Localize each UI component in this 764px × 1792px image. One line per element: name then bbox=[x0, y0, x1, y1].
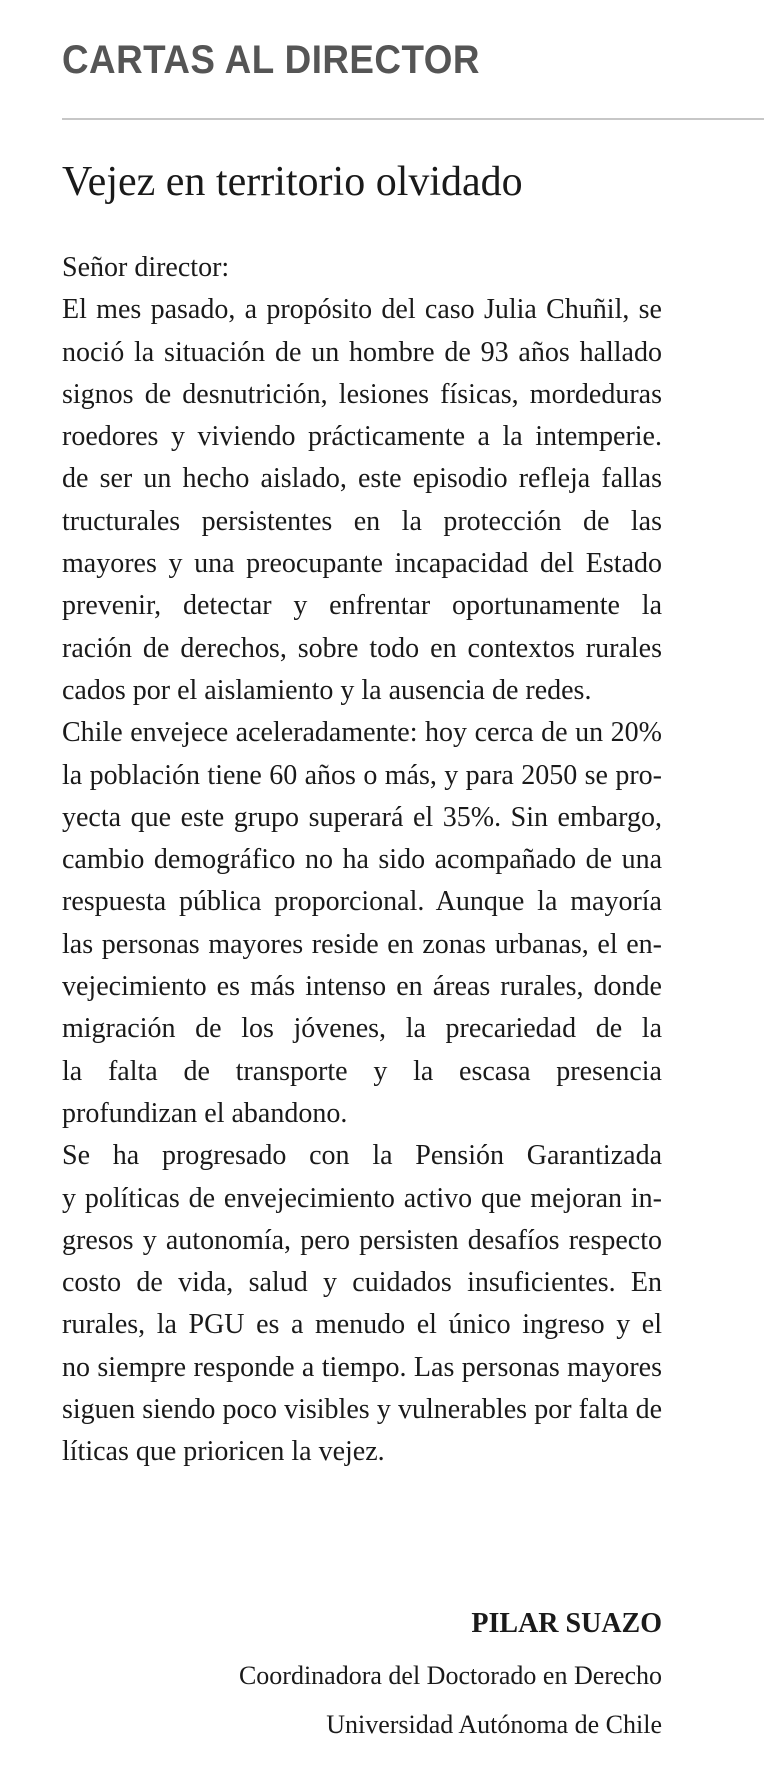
body-line: no siempre responde a tiempo. Las personas mayores bbox=[62, 1351, 662, 1383]
body-line: migración de los jóvenes, la precariedad de la bbox=[62, 1013, 662, 1045]
body-line: respuesta pública proporcional. Aunque la mayoría bbox=[62, 886, 662, 918]
section-header: CARTAS AL DIRECTOR bbox=[62, 38, 480, 82]
body-line: profundizan el abandono. bbox=[62, 1097, 348, 1129]
body-line: y políticas de envejecimiento activo que mejoran in- bbox=[62, 1182, 662, 1214]
body-line: de ser un hecho aislado, este episodio refleja fallas bbox=[62, 463, 662, 495]
body-line: rurales, la PGU es a menudo el único ingreso y el bbox=[62, 1309, 662, 1341]
letter-body bbox=[62, 247, 662, 1474]
letter-title: Vejez en territorio olvidado bbox=[62, 159, 523, 205]
body-line: signos de desnutrición, lesiones físicas, mordeduras bbox=[62, 378, 662, 410]
signature-organization: Universidad Autónoma de Chile bbox=[326, 1710, 662, 1739]
body-line: la falta de transporte y la escasa presencia bbox=[62, 1055, 662, 1087]
body-line: roedores y viviendo prácticamente a la intemperie. bbox=[62, 421, 662, 453]
header-divider bbox=[62, 118, 764, 120]
body-line: las personas mayores reside en zonas urbanas, el en- bbox=[62, 928, 662, 960]
body-line: cados por el aislamiento y la ausencia de redes. bbox=[62, 674, 592, 706]
body-line: cambio demográfico no ha sido acompañado de una bbox=[62, 844, 662, 876]
signature-name: PILAR SUAZO bbox=[471, 1608, 662, 1639]
body-line: tructurales persistentes en la protección de las bbox=[62, 505, 662, 537]
body-line: noció la situación de un hombre de 93 años hallado bbox=[62, 336, 662, 368]
body-line: gresos y autonomía, pero persisten desafíos respecto bbox=[62, 1224, 662, 1256]
body-line: líticas que prioricen la vejez. bbox=[62, 1436, 385, 1468]
body-line: El mes pasado, a propósito del caso Julia Chuñil, se bbox=[62, 294, 662, 326]
body-line: prevenir, detectar y enfrentar oportunamente la bbox=[62, 590, 662, 622]
body-line: Chile envejece aceleradamente: hoy cerca de un 20% bbox=[62, 717, 662, 749]
body-line: Se ha progresado con la Pensión Garantizada bbox=[62, 1140, 662, 1172]
salutation-line: Señor director: bbox=[62, 252, 230, 283]
body-line: vejecimiento es más intenso en áreas rurales, donde bbox=[62, 971, 662, 1003]
body-line: yecta que este grupo superará el 35%. Sin embargo, bbox=[62, 801, 662, 833]
body-line: siguen siendo poco visibles y vulnerables por falta de bbox=[62, 1394, 662, 1426]
signature-role: Coordinadora del Doctorado en Derecho bbox=[238, 1661, 662, 1690]
body-line: costo de vida, salud y cuidados insuficientes. En bbox=[62, 1267, 662, 1299]
body-line: la población tiene 60 años o más, y para 2050 se pro- bbox=[62, 759, 662, 791]
body-line: mayores y una preocupante incapacidad del Estado bbox=[62, 548, 662, 580]
body-line: ración de derechos, sobre todo en contextos rurales bbox=[62, 632, 662, 664]
